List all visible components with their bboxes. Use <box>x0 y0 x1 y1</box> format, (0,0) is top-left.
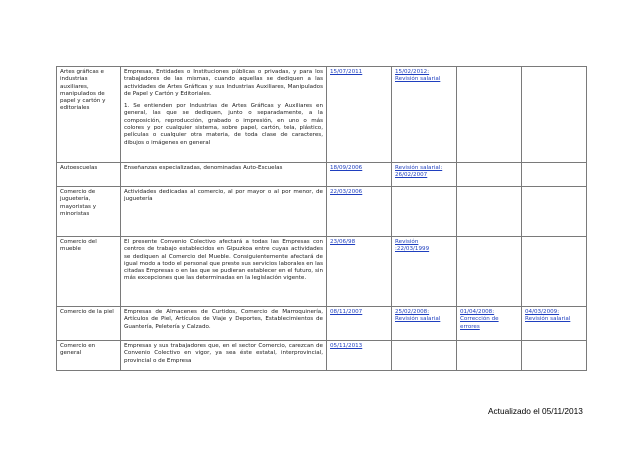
description-paragraph: Empresas y sus trabajadores que, en el sector Comercio, carezcan de Convenio Colectivo en vigor, ya sea éste estatal, interprovincial, provincial o de Empresa <box>124 343 323 364</box>
revision-cell <box>457 67 522 163</box>
revision-cell <box>457 163 522 187</box>
revision-cell <box>522 237 587 307</box>
revision-cell <box>522 67 587 163</box>
table-row <box>57 163 587 187</box>
agreements-table <box>56 66 587 371</box>
scope-description <box>121 163 327 187</box>
sector-name: Comercio de la piel <box>57 307 121 341</box>
table-row <box>57 237 587 307</box>
scope-description <box>121 341 327 371</box>
scope-description <box>121 307 327 341</box>
sector-name: Comercio del mueble <box>57 237 121 307</box>
sector-name: Comercio en general <box>57 341 121 371</box>
publication-date-cell <box>327 237 392 307</box>
revision-cell <box>522 341 587 371</box>
revision-cell <box>522 307 587 341</box>
scope-description <box>121 187 327 237</box>
revision-cell <box>392 187 457 237</box>
revision-link[interactable]: Revisión :22/03/1999 <box>395 239 430 253</box>
publication-date-link[interactable]: 18/09/2006 <box>330 165 363 171</box>
description-paragraph: Enseñanzas especializadas, denominadas Auto-Escuelas <box>124 165 283 171</box>
description-paragraph: Empresas, Entidades o Instituciones públicas o privadas, y para los trabajadores de las mismas, cuando aquellas se dediquen a las actividades de Artes Gráficas y sus Industrias Auxiliares, Manipulados de Papel y Cartón y Editoriales. <box>124 69 323 97</box>
updated-note: Actualizado el 05/11/2013 <box>488 406 583 416</box>
description-paragraph: El presente Convenio Colectivo afectará a todas las Empresas con centros de trabajo establecidos en Gipuzkoa entre cuyas actividades se dediquen al Comercio del Mueble. Consiguientemente afectará de igual modo a todo el personal que preste sus servicios laborales en las citadas Empresas o en las que se pudieran establecer en el futuro, sin más excepciones que las determinadas en la legislación vigente. <box>124 239 323 282</box>
revision-cell <box>392 341 457 371</box>
table-row <box>57 67 587 163</box>
revision-link[interactable]: 04/03/2009: Revisión salarial <box>525 309 571 323</box>
table-row <box>57 187 587 237</box>
publication-date-cell <box>327 163 392 187</box>
sector-name: Artes gráficas e industrias auxiliares, manipulados de papel y cartón y editoriales <box>57 67 121 163</box>
publication-date-link[interactable]: 22/03/2006 <box>330 189 363 195</box>
publication-date-cell <box>327 187 392 237</box>
scope-description <box>121 237 327 307</box>
revision-cell <box>392 67 457 163</box>
revision-cell <box>392 163 457 187</box>
description-paragraph: 1. Se entienden por Industrias de Artes Gráficas y Auxiliares en general, las que se dediquen, junto o separadamente, a la composición, reproducción, grabado o impresión, en uno o más colores y por cualquier sistema, sobre papel, cartón, tela, plástico, películas o cualquier otra materia, de toda clase de caracteres, dibujos o imágenes en general <box>124 103 323 146</box>
description-paragraph: Empresas de Almacenes de Curtidos, Comercio de Marroquinería, Artículos de Piel, Artículos de Viaje y Deportes, Establecimientos de Guantería, Peletería y Calzado. <box>124 309 323 330</box>
scope-description <box>121 67 327 163</box>
revision-cell <box>457 187 522 237</box>
publication-date-cell <box>327 341 392 371</box>
revision-cell <box>457 307 522 341</box>
publication-date-cell <box>327 307 392 341</box>
revision-link[interactable]: Revisión salarial: 26/02/2007 <box>395 165 443 179</box>
revision-cell <box>392 307 457 341</box>
revision-cell <box>522 187 587 237</box>
table-row <box>57 341 587 371</box>
publication-date-cell <box>327 67 392 163</box>
revision-cell <box>457 341 522 371</box>
revision-cell <box>392 237 457 307</box>
revision-link[interactable]: 15/02/2012: Revisión salarial <box>395 69 441 83</box>
revision-link[interactable]: 01/04/2008: Corrección de errores <box>460 309 499 330</box>
agreements-table-body <box>57 67 587 371</box>
publication-date-link[interactable]: 15/07/2011 <box>330 69 363 75</box>
publication-date-link[interactable]: 08/11/2007 <box>330 309 363 315</box>
revision-cell <box>457 237 522 307</box>
sector-name: Comercio de juguetería, mayoristas y minoristas <box>57 187 121 237</box>
publication-date-link[interactable]: 23/06/98 <box>330 239 356 245</box>
publication-date-link[interactable]: 05/11/2013 <box>330 343 363 349</box>
description-paragraph: Actividades dedicadas al comercio, al por mayor o al por menor, de juguetería <box>124 189 323 203</box>
table-row <box>57 307 587 341</box>
revision-link[interactable]: 25/02/2008: Revisión salarial <box>395 309 441 323</box>
sector-name: Autoescuelas <box>57 163 121 187</box>
revision-cell <box>522 163 587 187</box>
